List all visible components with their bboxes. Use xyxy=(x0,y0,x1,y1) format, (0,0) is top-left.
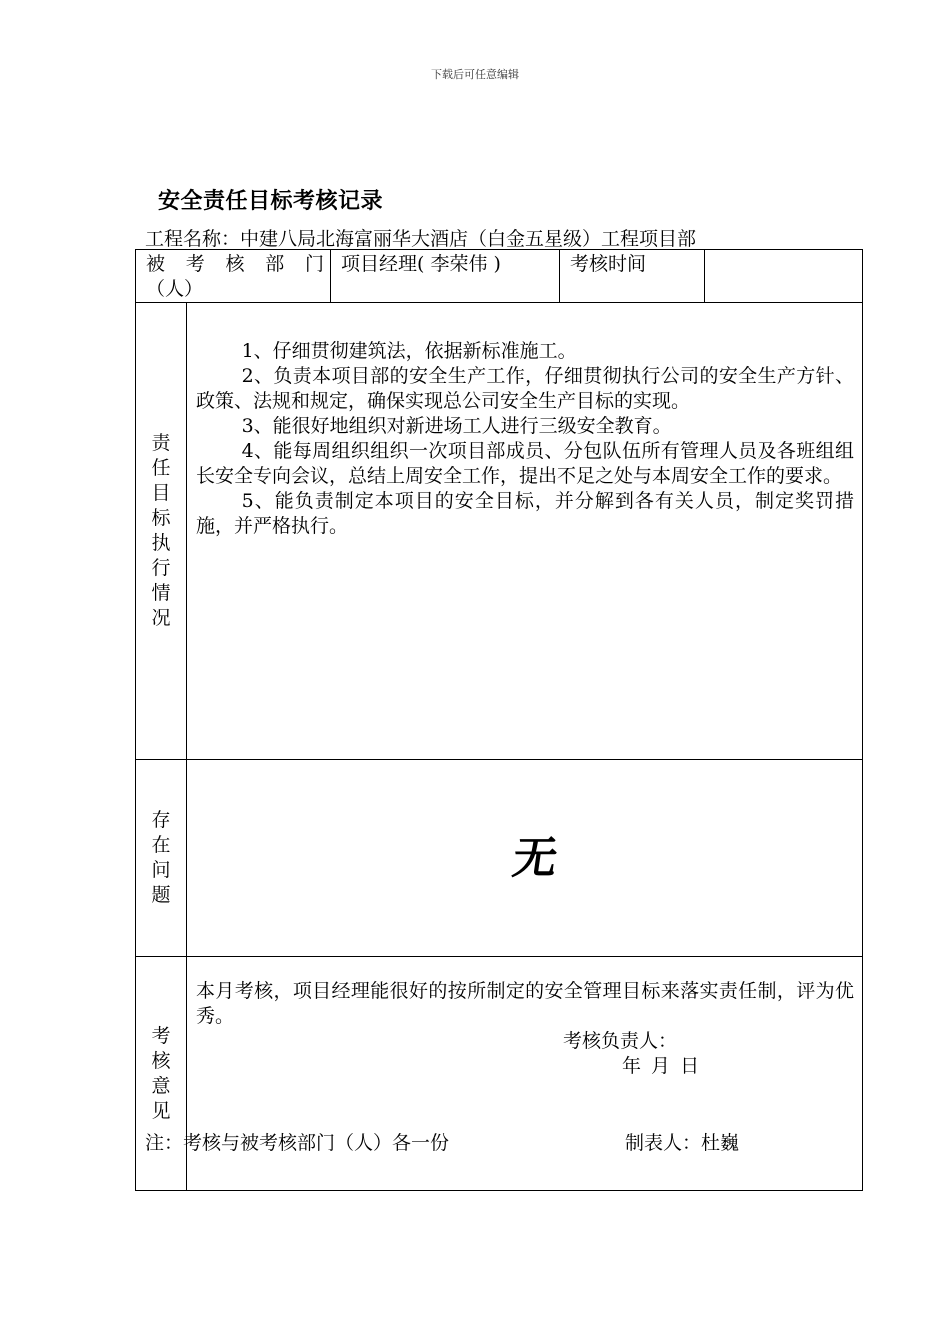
reviewer-signature-label: 考核负责人： xyxy=(563,1030,678,1052)
assessed-dept-label-cell xyxy=(136,250,331,303)
document-title: 安全责任目标考核记录 xyxy=(158,189,384,214)
assessment-time-label-cell xyxy=(560,250,705,303)
assessment-time-value xyxy=(705,250,863,303)
assessment-time-label: 考核时间 xyxy=(570,253,647,275)
duty-item: 4、能每周组织组织一次项目部成员、分包队伍所有管理人员及各班组组长安全专向会议，总结上周安全工作，提出不足之处与本周安全工作的要求。 xyxy=(196,440,855,487)
duty-item: 1、仔细贯彻建筑法，依据新标准施工。 xyxy=(241,340,577,362)
opinion-label: 考核意见 xyxy=(151,1024,171,1122)
dept-label-char: 核 xyxy=(225,253,245,275)
duty-item: 2、负责本项目部的安全生产工作，仔细贯彻执行公司的安全生产方针、政策、法规和规定，确保实现总公司安全生产目标的实现。 xyxy=(196,365,855,412)
assessment-date-label: 年 月 日 xyxy=(622,1055,700,1077)
dept-label-char: 被 xyxy=(146,253,166,275)
duty-content xyxy=(187,303,863,760)
opinion-content xyxy=(187,957,863,1191)
duty-label-cell xyxy=(136,303,187,760)
issue-content xyxy=(187,760,863,957)
opinion-row xyxy=(136,957,863,1191)
preparer-label: 制表人：杜巍 xyxy=(625,1132,740,1154)
duty-item: 5、能负责制定本项目的安全目标，并分解到各有关人员，制定奖罚措施，并严格执行。 xyxy=(196,490,855,537)
dept-label-char: 门 xyxy=(305,253,325,275)
project-manager-cell xyxy=(331,250,560,303)
assessed-dept-label-suffix: （人） xyxy=(146,278,204,300)
header-note: 下载后可任意编辑 xyxy=(431,68,519,81)
issue-label-cell xyxy=(136,760,187,957)
duty-label: 责任目标执行情况 xyxy=(151,432,171,629)
opinion-text: 本月考核，项目经理能很好的按所制定的安全管理目标来落实责任制，评为优秀。 xyxy=(196,980,855,1027)
issue-none-mark: 无 xyxy=(508,833,561,884)
footnote: 注：考核与被考核部门（人）各一份 xyxy=(145,1132,450,1154)
dept-label-char: 考 xyxy=(185,253,205,275)
dept-label-char: 部 xyxy=(265,253,285,275)
project-manager-label: 项目经理( 李荣伟 ) xyxy=(341,253,501,275)
duty-row xyxy=(136,303,863,760)
duty-item: 3、能很好地组织对新进场工人进行三级安全教育。 xyxy=(241,415,672,437)
assessed-dept-label xyxy=(146,252,324,277)
header-row xyxy=(136,250,863,303)
issue-row xyxy=(136,760,863,957)
opinion-label-cell xyxy=(136,957,187,1191)
assessment-table xyxy=(135,249,863,1191)
project-name: 工程名称：中建八局北海富丽华大酒店（白金五星级）工程项目部 xyxy=(145,228,697,250)
issue-label: 存在问题 xyxy=(151,809,171,906)
